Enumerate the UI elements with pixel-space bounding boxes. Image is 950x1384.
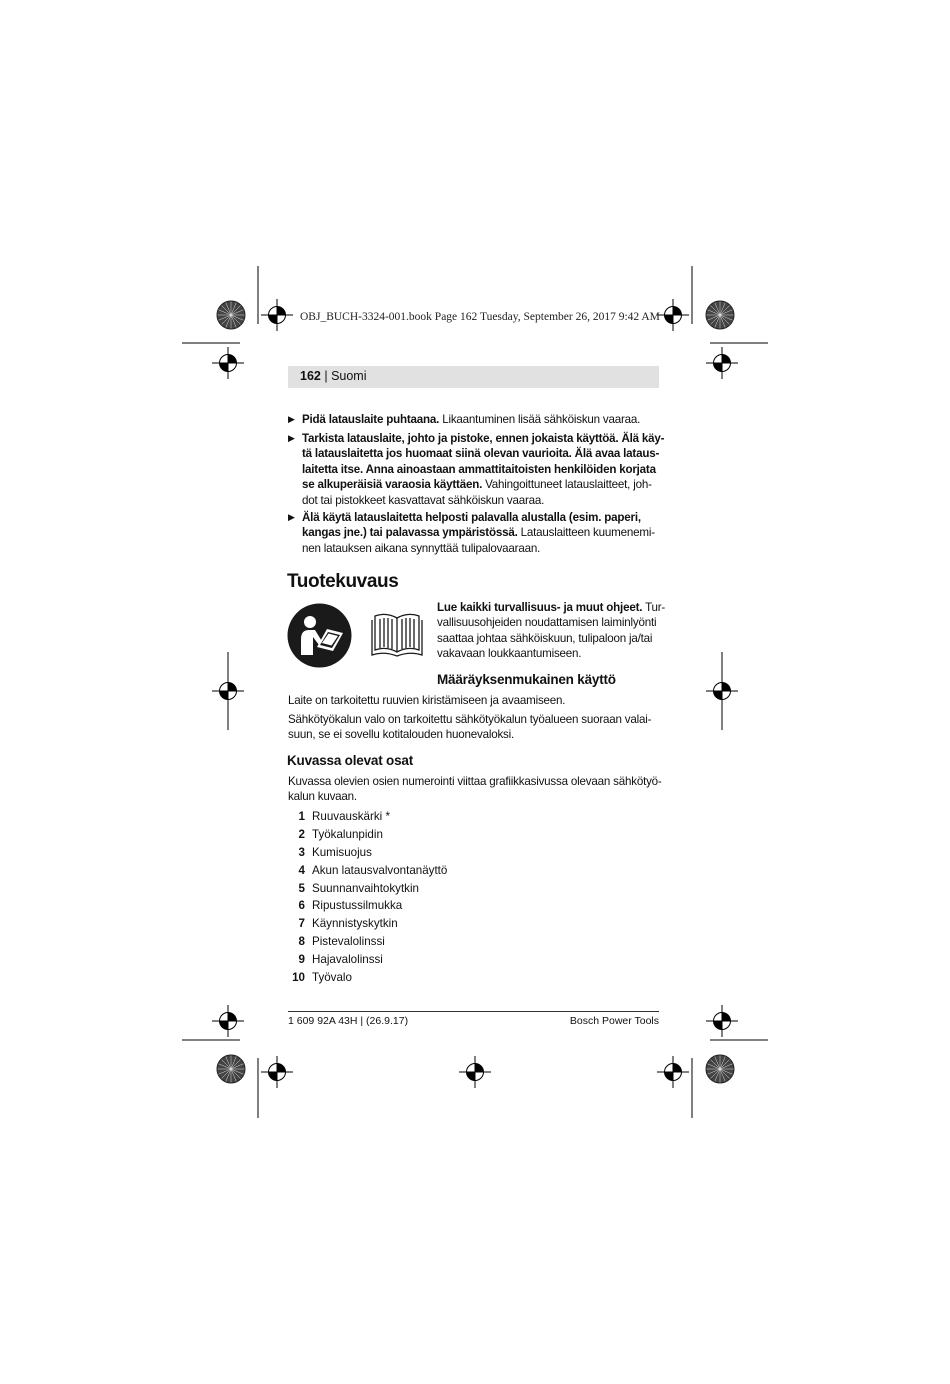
bold-run: tä latauslaitetta jos huomaat siinä olevan vaurioita. Älä avaa lataus-	[302, 447, 660, 461]
text-run: Tur-	[642, 601, 666, 614]
part-label: Suunnanvaihtokytkin	[312, 881, 419, 895]
bullet-arrow-icon: ▶	[288, 512, 295, 522]
text-line	[302, 446, 660, 461]
header-separator: |	[320, 369, 332, 383]
slug-line: OBJ_BUCH-3324-001.book Page 162 Tuesday, September 26, 2017 9:42 AM	[300, 311, 660, 323]
bold-run: kangas jne.) tai palavassa ympäristössä.	[302, 526, 518, 540]
list-item	[288, 915, 447, 933]
text-line	[302, 525, 660, 540]
text-line	[302, 510, 660, 525]
part-number: 3	[298, 845, 305, 859]
bold-run: se alkuperäisiä varaosia käyttäen.	[302, 478, 483, 492]
part-label: Ruuvauskärki *	[312, 810, 390, 823]
text-line	[302, 462, 660, 477]
section-title: Tuotekuvaus	[287, 571, 399, 592]
part-label: Akun latausvalvontanäyttö	[312, 863, 448, 877]
page-header	[300, 369, 367, 383]
part-number: 10	[292, 971, 305, 985]
part-label: Hajavalolinssi	[312, 953, 383, 967]
bullet-arrow-icon: ▶	[288, 433, 295, 443]
safety-bullet	[288, 431, 665, 508]
text-line	[437, 631, 665, 646]
part-number: 2	[298, 827, 305, 841]
parts-intro-line: kalun kuvaan.	[288, 790, 357, 804]
bold-run: Tarkista latauslaite, johto ja pistoke, ennen jokaista käyttöä. Älä käy-	[302, 432, 665, 445]
part-label: Työvalo	[312, 971, 352, 985]
part-label: Ripustussilmukka	[312, 899, 403, 913]
bullet-text	[302, 412, 660, 427]
intended-use-line: suun, se ei sovellu kotitalouden huonevaloksi.	[288, 728, 515, 742]
list-item	[288, 826, 447, 844]
text-line	[437, 646, 665, 661]
part-number: 4	[298, 863, 305, 877]
text-line	[437, 600, 665, 615]
text-run: vallisuusohjeiden noudattamisen laiminlyönti	[437, 616, 657, 630]
parts-list	[288, 808, 447, 987]
list-item	[288, 880, 447, 898]
intended-use-line: Laite on tarkoitettu ruuvien kiristämiseen ja avaamiseen.	[288, 694, 566, 707]
list-item	[288, 844, 447, 862]
parts-intro	[288, 774, 662, 805]
bold-run: laitetta itse. Anna ainoastaan ammattitaitoisten henkilöiden korjata	[302, 462, 656, 476]
part-label: Käynnistyskytkin	[312, 917, 398, 931]
part-number: 8	[298, 935, 305, 949]
bold-run: Älä käytä latauslaitetta helposti palavalla alustalla (esim. paperi,	[302, 511, 641, 524]
footer-rule	[288, 1011, 659, 1012]
intended-use-heading: Määräyksenmukainen käyttö	[437, 672, 616, 687]
part-label: Kumisuojus	[312, 845, 372, 859]
text-run: saattaa johtaa sähköiskuun, tulipaloon ja/tai	[437, 631, 653, 645]
parts-heading: Kuvassa olevat osat	[287, 753, 414, 768]
part-number: 5	[298, 881, 305, 895]
read-manual-icon	[287, 603, 352, 668]
bold-run: Lue kaikki turvallisuus- ja muut ohjeet.	[437, 601, 643, 614]
part-number: 7	[298, 917, 305, 931]
intended-use-para2	[288, 712, 651, 743]
text-run: Vahingoittuneet latauslaitteet, joh-	[482, 478, 652, 492]
bullet-text	[302, 431, 665, 508]
text-line	[437, 615, 665, 630]
bullet-arrow-icon: ▶	[288, 414, 295, 424]
parts-intro-line: Kuvassa olevien osien numerointi viittaa grafiikkasivussa olevaan sähkötyö-	[288, 775, 662, 788]
list-item	[288, 897, 447, 915]
text-run: vakavaan loukkaantumiseen.	[437, 647, 582, 661]
part-label: Pistevalolinssi	[312, 935, 385, 949]
text-run: Likaantuminen lisää sähköiskun vaaraa.	[439, 413, 641, 426]
text-run: nen latauksen aikana synnyttää tulipalovaaraan.	[302, 541, 541, 555]
list-item	[288, 951, 447, 969]
bold-run: Pidä latauslaite puhtaana.	[302, 413, 440, 426]
bullet-text	[302, 510, 660, 556]
footer-code: 1 609 92A 43H | (26.9.17)	[288, 1015, 409, 1027]
text-line	[302, 412, 660, 427]
safety-bullet	[288, 412, 660, 427]
text-line	[302, 541, 660, 556]
text-line	[302, 477, 660, 492]
text-run: Latauslaitteen kuumenemi-	[517, 526, 655, 540]
part-number: 1	[298, 810, 305, 823]
text-run: dot tai pistokkeet kasvattavat sähköiskun vaaraa.	[302, 493, 545, 507]
text-line	[302, 493, 660, 508]
intended-use-line: Sähkötyökalun valo on tarkoitettu sähkötyökalun työalueen suoraan valai-	[288, 713, 652, 726]
intended-use-para1	[288, 693, 565, 708]
open-book-icon	[370, 610, 424, 658]
list-item	[288, 933, 447, 951]
list-item	[288, 862, 447, 880]
list-item	[288, 808, 447, 826]
warning-text	[437, 600, 665, 662]
part-number: 9	[298, 953, 305, 967]
list-item	[288, 969, 447, 987]
part-label: Työkalunpidin	[312, 827, 383, 841]
page-number: 162	[300, 369, 321, 383]
safety-bullet	[288, 510, 660, 556]
text-line	[302, 431, 665, 446]
footer-brand: Bosch Power Tools	[569, 1015, 659, 1027]
part-number: 6	[298, 899, 305, 913]
header-section: Suomi	[331, 369, 367, 383]
